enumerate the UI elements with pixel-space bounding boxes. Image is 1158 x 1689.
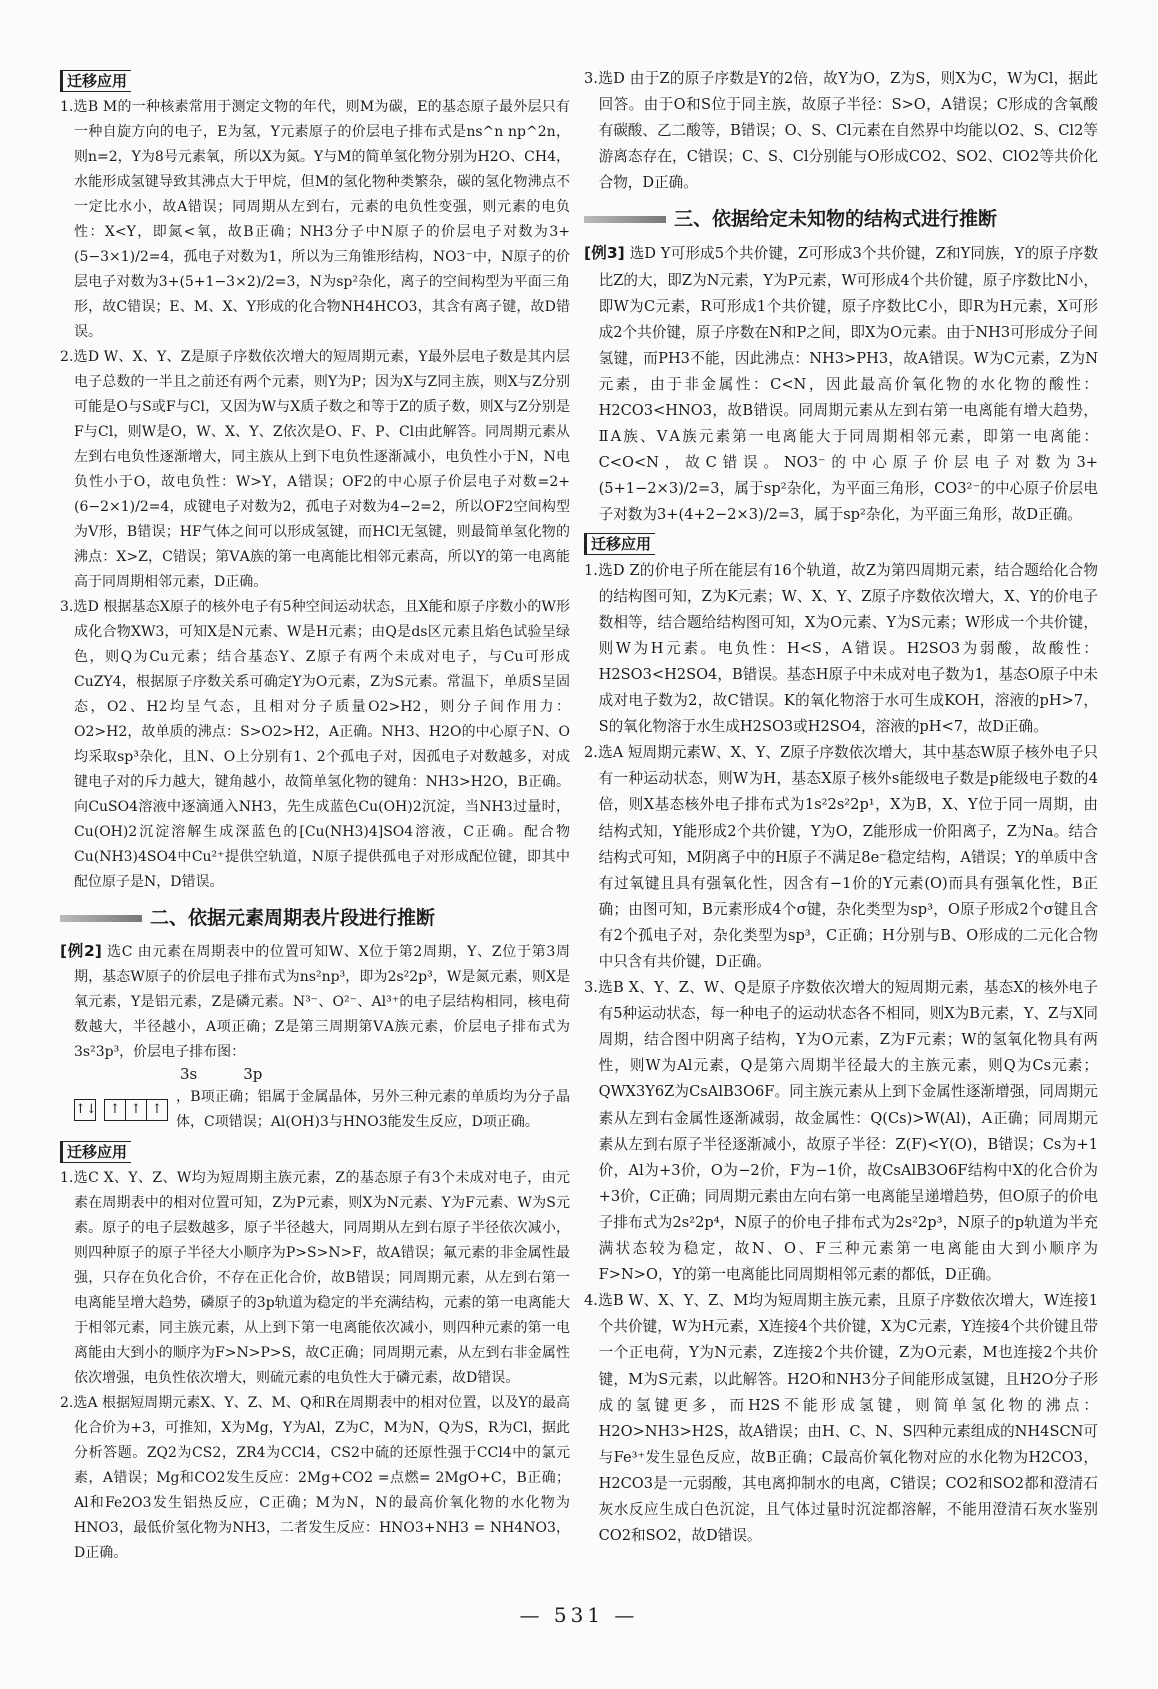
heading-bar: [60, 915, 142, 922]
section-heading: [584, 202, 1098, 236]
answer-paragraph: 2.选D W、X、Y、Z是原子序数依次增大的短周期元素，Y最外层电子数是其内层电子总数的一半且之前还有两个元素，则Y为P；因为X与Z同主族，则X与Z分别可能是O与S或F与Cl，又因为W与X质子数之和等于Z的质子数，则X与Z分别是F与Cl，则W是O，W、X、Y、Z依次是O、F、P、Cl由此解答。同周期元素从左到右电负性逐渐增大，同主族从上到下电负性逐渐减小，电负性小于N，N电负性小于O，故电负性：W>Y，A错误；OF2的中心原子价层电子对数=2+(6−2×1)/2=4，成键电子对数为2，孤电子对数为4−2=2，所以OF2空间构型为V形，B错误；HF气体之间可以形成氢键，而HCl无氢键，则最简单氢化物的沸点：X>Z，C错误；第ⅤA族的第一电离能比相邻元素高，所以Y的第一电离能高于同周期相邻元素，D正确。: [60, 349, 570, 590]
orbital-label-3s: 3s: [180, 1065, 198, 1083]
example-text: 选C 由元素在周期表中的位置可知W、X位于第2周期，Y、Z位于第3周期，基态W原子的价层电子排布式为ns²np³，即为2s²2p³，W是氮元素，则X是氧元素，Y是铝元素，Z是磷元素。N³⁻、O²⁻、Al³⁺的电子层结构相同，核电荷数越大，半径越小，A项正确；Z是第三周期第ⅤA族元素，价层电子排布式为3s²3p³，价层电子排布图：: [74, 944, 571, 1060]
left-column: [60, 66, 570, 1566]
answer-paragraph: 3.选D 由于Z的原子序数是Y的2倍，故Y为O，Z为S，则X为C，W为Cl，据此回答。由于O和S位于同主族，故原子半径：S>O，A错误；C形成的含氧酸有碳酸、乙二酸等，B错误；O、S、Cl元素在自然界中均能以O2、S、Cl2等游离态存在，C错误；C、S、Cl分别能与O形成CO2、SO2、ClO2等共价化合物，D正确。: [584, 70, 1098, 192]
section-tag: 迁移应用: [60, 1141, 131, 1163]
heading-bar: [584, 216, 666, 223]
answer-paragraph: 3.选B X、Y、Z、W、Q是原子序数依次增大的短周期元素，基态X的核外电子有5种运动状态，每一种电子的运动状态各不相同，则X为B元素，Y、Z与X同周期，结合图中阴离子结构，Y为O元素，Z为F元素；W的氢氧化物具有两性，则W为Al元素，Q是第六周期半径最大的主族元素，则Q为Cs元素；QWX3Y6Z为CsAlB3O6F。同主族元素从上到下金属性逐渐增强，同周期元素从左到右金属性逐渐减弱，故金属性：Q(Cs)>W(Al)，A正确；同周期元素从左到右原子半径逐渐减小，故原子半径：Z(F)<Y(O)，B错误；Cs为+1价，Al为+3价，O为−2价，F为−1价，故CsAlB3O6F结构中X的化合价为+3价，C正确；同周期元素由左向右第一电离能呈递增趋势，但O原子的价电子排布式为2s²2p⁴，N原子的价电子排布式为2s²2p³，N原子的p轨道为半充满状态较为稳定，故N、O、F三种元素第一电离能由大到小顺序为F>N>O，Y的第一电离能比同周期相邻元素的都低，D正确。: [584, 979, 1098, 1284]
page-number: — 531 —: [519, 1603, 639, 1627]
section-title: 二、依据元素周期表片段进行推断: [150, 907, 436, 929]
example-text: 选D Y可形成5个共价键，Z可形成3个共价键，Z和Y同族，Y的原子序数比Z的大，即Z为N元素，Y为P元素，W可形成4个共价键，原子序数比N小，即W为C元素，R可形成1个共价键，原子序数比C小，即R为H元素，X可形成2个共价键，原子序数在N和P之间，即X为O元素。由于NH3可形成分子间氢键，而PH3不能，因此沸点：NH3>PH3，故A错误。W为C元素，Z为N元素，由于非金属性：C<N，因此最高价氧化物的水化物的酸性：H2CO3<HNO3，故B错误。同周期元素从左到右第一电离能有增大趋势，ⅡA族、ⅤA族元素第一电离能大于同周期相邻元素，即第一电离能：C<O<N，故C错误。NO3⁻的中心原子价层电子对数为3+(5+1−2×3)/2=3，属于sp²杂化，为平面三角形，CO3²⁻的中心原子价层电子对数为3+(4+2−2×3)/2=3，属于sp²杂化，为平面三角形，故D正确。: [598, 245, 1099, 524]
section-title: 三、依据给定未知物的结构式进行推断: [674, 208, 998, 231]
orbital-box-3s: [74, 1099, 96, 1121]
example-label: [例2]: [60, 942, 102, 960]
example-tail: ，B项正确；铝属于金属晶体，另外三种元素的单质均为分子晶体，C项错误；Al(OH)3与HNO3能发生反应，D项正确。: [176, 1089, 570, 1130]
orbital-label-3p: 3p: [243, 1065, 263, 1083]
arrow-up-icon: ↑: [151, 1102, 163, 1117]
example-paragraph: [584, 240, 1098, 528]
answer-paragraph: 1.选D Z的价电子所在能层有16个轨道，故Z为第四周期元素，结合题给化合物的结构图可知，Z为K元素；W、X、Y、Z原子序数依次增大，X、Y的价电子数相等，结合题给结构图可知，X为O元素、Y为S元素；W形成一个共价键，则W为H元素。电负性：H<S，A错误。H2SO3为弱酸，故酸性：H2SO3<H2SO4，B错误。基态H原子中未成对电子数为1，基态O原子中未成对电子数为2，故C错误。K的氧化物溶于水可生成KOH，溶液的pH>7，S的氧化物溶于水生成H2SO3或H2SO4，溶液的pH<7，故D正确。: [584, 561, 1098, 736]
example-paragraph: [60, 939, 570, 1065]
arrow-up-icon: ↑: [126, 1100, 147, 1120]
example-label: [例3]: [584, 244, 625, 263]
right-column: [584, 66, 1098, 1549]
section-tag: 迁移应用: [60, 70, 131, 92]
answer-paragraph: 1.选B M的一种核素常用于测定文物的年代，则M为碳，E的基态原子最外层只有一种自旋方向的电子，E为氢，Y元素原子的价层电子排布式是ns^n np^2n，则n=2，Y为8号元素氧，所以X为氮。Y与M的简单氢化物分别为H2O、CH4，水能形成氢键导致其沸点大于甲烷，但M的氢化物种类繁杂，碳的氢化物沸点不一定比水小，故A错误；同周期从左到右，元素的电负性变强，则元素的电负性：X<Y，即氮<氧，故B正确；NH3分子中N原子的价层电子对数为3+(5−3×1)/2=4，孤电子对数为1，所以为三角锥形结构，NO3⁻中，N原子的价层电子对数为3+(5+1−3×2)/2=3，N为sp²杂化，离子的空间构型为平面三角形，故C错误；E、M、X、Y形成的化合物NH4HCO3，其含有离子键，故D错误。: [60, 99, 570, 340]
orbital-diagram: [60, 1085, 570, 1135]
answer-paragraph: 2.选A 根据短周期元素X、Y、Z、M、Q和R在周期表中的相对位置，以及Y的最高化合价为+3，可推知，X为Mg，Y为Al，Z为C，M为N，Q为S，R为Cl，据此分析答题。ZQ2为CS2，ZR4为CCl4，CS2中硫的还原性强于CCl4中的氯元素，A错误；Mg和CO2发生反应：2Mg+CO2 =点燃= 2MgO+C，B正确；Al和Fe2O3发生铝热反应，C正确；M为N，N的最高价氧化物的水化物为HNO3，最低价氢化物为NH3，二者发生反应：HNO3+NH3 = NH4NO3，D正确。: [60, 1395, 570, 1561]
section-tag: 迁移应用: [584, 533, 655, 555]
answer-paragraph: 4.选B W、X、Y、Z、M均为短周期主族元素，且原子序数依次增大，W连接1个共价键，W为H元素，X连接4个共价键，X为C元素，Y连接4个共价键且带一个正电荷，Y为N元素，Z连接2个共价键，Z为O元素，M也连接2个共价键，M为S元素，以此解答。H2O和NH3分子间能形成氢键，且H2O分子形成的氢键更多，而H2S不能形成氢键，则简单氢化物的沸点：H2O>NH3>H2S，故A错误；由H、C、N、S四种元素组成的NH4SCN可与Fe³⁺发生显色反应，故B正确；C最高价氧化物对应的水化物为H2CO3，H2CO3是一元弱酸，其电离抑制水的电离，C错误；CO2和SO2都和澄清石灰水反应生成白色沉淀，且气体过量时沉淀都溶解，不能用澄清石灰水鉴别CO2和SO2，故D错误。: [584, 1292, 1098, 1545]
arrow-up-icon: ↑: [105, 1100, 126, 1120]
orbital-box-3p: [104, 1099, 168, 1121]
orbital-labels: [60, 1065, 570, 1083]
arrow-up-down-icon: ↑↓: [75, 1102, 97, 1117]
section-heading: [60, 901, 570, 935]
answer-paragraph: 1.选C X、Y、Z、W均为短周期主族元素，Z的基态原子有3个未成对电子，由元素在周期表中的相对位置可知，Z为P元素，则X为N元素、Y为F元素、W为S元素。原子的电子层数越多，原子半径越大，同周期从左到右原子半径依次减小，则四种原子的原子半径大小顺序为P>S>N>F，故A错误；氟元素的非金属性最强，只存在负化合价，不存在正化合价，故B错误；同周期元素，从左到右第一电离能呈增大趋势，磷原子的3p轨道为稳定的半充满结构，元素的第一电离能大于相邻元素，同主族元素，从上到下第一电离能依次减小，则四种元素的第一电离能由大到小的顺序为F>N>P>S，故C正确；同周期元素，从左到右非金属性依次增强，电负性依次增大，则硫元素的电负性大于磷元素，故D错误。: [60, 1170, 570, 1386]
answer-paragraph: 2.选A 短周期元素W、X、Y、Z原子序数依次增大，其中基态W原子核外电子只有一种运动状态，则W为H，基态X原子核外s能级电子数是p能级电子数的4倍，则X基态核外电子排布式为1s²2s²2p¹，X为B，X、Y位于同一周期，由结构式知，Y能形成2个共价键，Y为O，Z能形成一价阳离子，Z为Na。结合结构式可知，M阴离子中的H原子不满足8e⁻稳定结构，A错误；Y的单质中含有过氧键且具有强氧化性，因含有−1价的Y元素(O)而具有强氧化性，B正确；由图可知，B元素形成4个σ键，杂化类型为sp³，O原子形成2个σ键且含有2个孤电子对，杂化类型为sp³，C正确；H分别与B、O形成的二元化合物中只含有共价键，D正确。: [584, 744, 1098, 970]
answer-paragraph: 3.选D 根据基态X原子的核外电子有5种空间运动状态，且X能和原子序数小的W形成化合物XW3，可知X是N元素、W是H元素；由Q是ds区元素且焰色试验呈绿色，则Q为Cu元素；结合基态Y、Z原子有两个未成对电子，与Cu可形成CuZY4，根据原子序数关系可确定Y为O元素，Z为S元素。常温下，单质S呈固态，O2、H2均呈气态，且相对分子质量O2>H2，则分子间作用力：O2>H2，故单质的沸点：S>O2>H2，A正确。NH3、H2O的中心原子N、O均采取sp³杂化，且N、O上分别有1、2个孤电子对，因孤电子对数越多，对成键电子对的斥力越大，键角越小，故简单氢化物的键角：NH3>H2O，B正确。向CuSO4溶液中逐滴通入NH3，先生成蓝色Cu(OH)2沉淀，当NH3过量时，Cu(OH)2沉淀溶解生成深蓝色的[Cu(NH3)4]SO4溶液，C正确。配合物Cu(NH3)4SO4中Cu²⁺提供空轨道，N原子提供孤电子对形成配位键，即其中配位原子是N，D错误。: [60, 599, 570, 890]
